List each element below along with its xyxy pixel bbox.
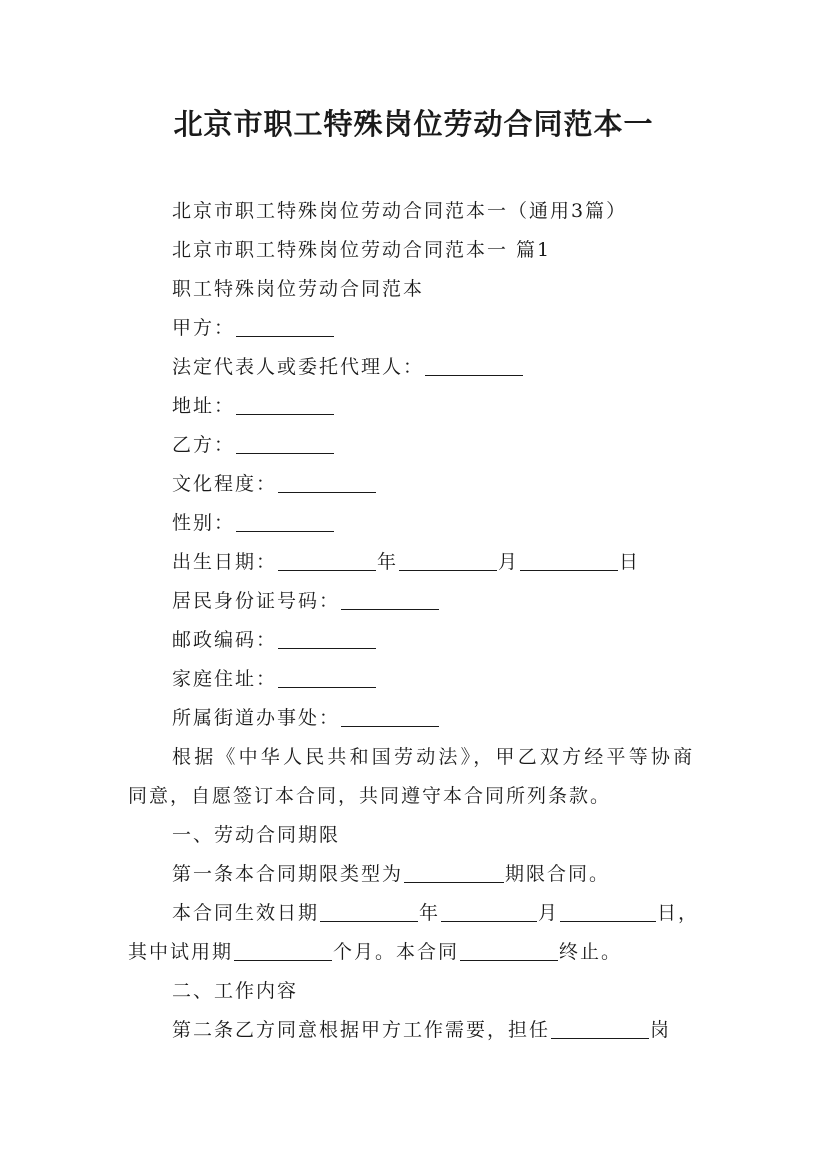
effective-date-line [172,900,699,926]
field-id-number [172,588,440,614]
blank-underline [236,316,334,337]
blank-underline [520,550,618,571]
field-label: 法定代表人或委托代理人： [172,356,425,378]
field-gender [172,510,335,536]
field-label: 所属街道办事处： [172,707,341,729]
article-text: 岗 [650,1019,672,1041]
field-label: 文化程度： [172,473,278,495]
article-2 [172,1017,671,1043]
blank-underline [278,667,376,688]
field-subdistrict-office [172,705,440,731]
blank-underline [236,433,334,454]
blank-underline [236,511,334,532]
blank-underline [551,1018,649,1039]
blank-underline [278,472,376,493]
article-text: 本合同生效日期 [172,902,320,924]
article-text: 其中试用期 [128,941,234,963]
article-text: 个月。本合同 [333,941,460,963]
article-1 [172,861,610,887]
day-label: 日， [657,902,700,924]
chapter-heading-2: 二、工作内容 [172,980,299,1002]
field-label: 甲方： [172,317,236,339]
article-text: 终止。 [559,941,623,963]
year-label: 年 [419,902,441,924]
blank-underline [341,589,439,610]
blank-underline [320,901,418,922]
article-text: 第二条乙方同意根据甲方工作需要，担任 [172,1019,551,1041]
month-label: 月 [498,551,520,573]
subtitle: 北京市职工特殊岗位劳动合同范本一（通用3篇） [172,200,628,222]
blank-underline [236,394,334,415]
document-title: 北京市职工特殊岗位劳动合同范本一 [173,107,654,141]
contract-name: 职工特殊岗位劳动合同范本 [172,278,425,300]
field-label: 居民身份证号码： [172,590,341,612]
field-party-b [172,432,335,458]
blank-underline [404,862,504,883]
blank-underline [441,901,537,922]
field-legal-rep [172,354,524,380]
field-birth-date [172,549,640,575]
blank-underline [560,901,656,922]
blank-underline [341,706,439,727]
field-label: 出生日期： [172,551,278,573]
field-postal-code [172,627,377,653]
article-text: 期限合同。 [505,863,611,885]
blank-underline [278,628,376,649]
preamble-line-1: 根据《中华人民共和国劳动法》，甲乙双方经平等协商 [172,746,696,768]
year-label: 年 [377,551,399,573]
month-label: 月 [538,902,560,924]
blank-underline [278,550,376,571]
field-label: 性别： [172,512,236,534]
article-text: 第一条本合同期限类型为 [172,863,404,885]
preamble-line-2: 同意，自愿签订本合同，共同遵守本合同所列条款。 [128,785,612,807]
field-label: 邮政编码： [172,629,278,651]
chapter-heading-1: 一、劳动合同期限 [172,824,341,846]
field-address [172,393,335,419]
probation-line [128,939,622,965]
day-label: 日 [619,551,641,573]
field-label: 乙方： [172,434,236,456]
blank-underline [425,355,523,376]
blank-underline [460,940,558,961]
field-home-address [172,666,377,692]
blank-underline [399,550,497,571]
field-party-a [172,315,335,341]
section-heading: 北京市职工特殊岗位劳动合同范本一 篇1 [172,239,552,261]
field-label: 地址： [172,395,236,417]
blank-underline [234,940,332,961]
field-label: 家庭住址： [172,668,278,690]
field-education [172,471,377,497]
